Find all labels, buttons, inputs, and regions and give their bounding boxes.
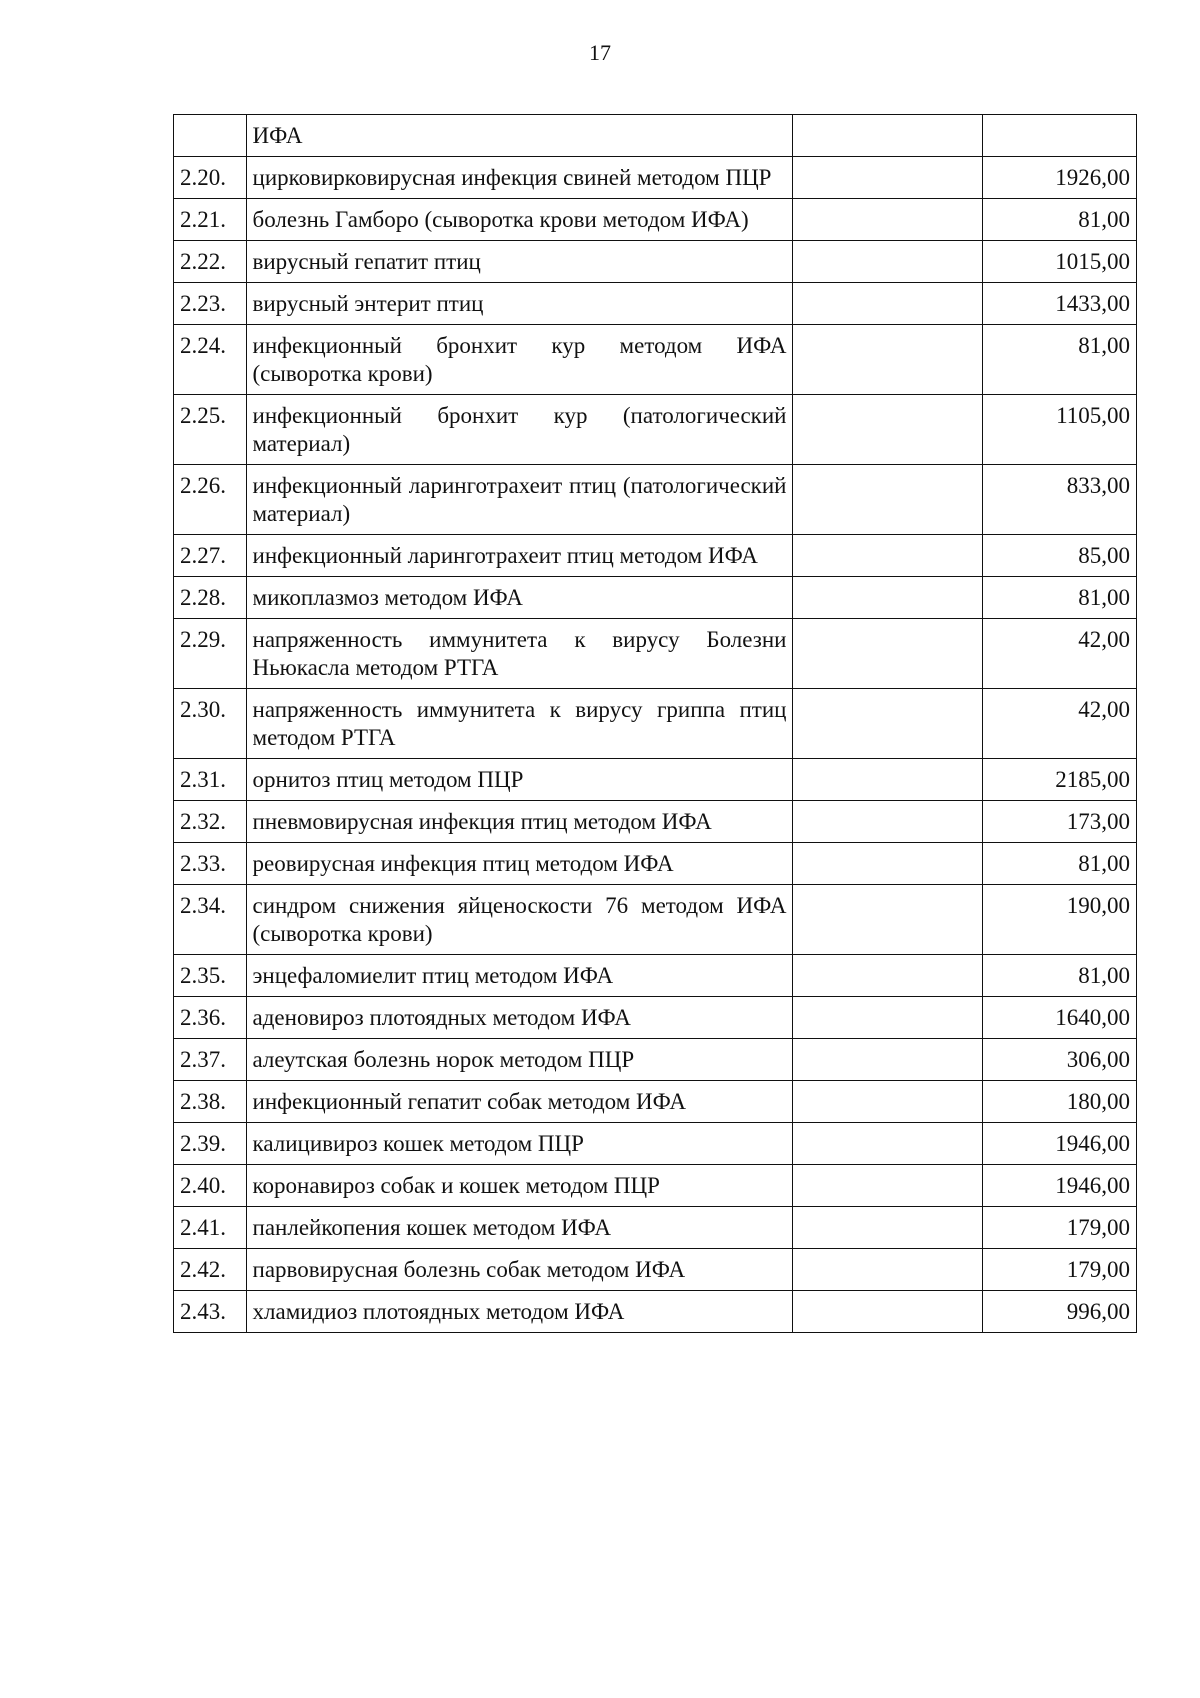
service-name-cell: реовирусная инфекция птиц методом ИФА <box>246 843 793 885</box>
empty-cell <box>793 157 982 199</box>
table-row <box>174 801 1137 843</box>
service-name-cell: цирковирковирусная инфекция свиней методом ПЦР <box>246 157 793 199</box>
table-row <box>174 577 1137 619</box>
price-cell: 42,00 <box>982 619 1136 689</box>
table-row <box>174 1207 1137 1249</box>
table-row <box>174 1291 1137 1333</box>
table-row <box>174 955 1137 997</box>
empty-cell <box>793 1165 982 1207</box>
empty-cell <box>793 395 982 465</box>
row-number-cell: 2.39. <box>174 1123 247 1165</box>
empty-cell <box>793 1207 982 1249</box>
row-number-cell: 2.34. <box>174 885 247 955</box>
table-row <box>174 1165 1137 1207</box>
service-name-cell: вирусный энтерит птиц <box>246 283 793 325</box>
price-table-body <box>174 115 1137 1333</box>
service-name-cell: энцефаломиелит птиц методом ИФА <box>246 955 793 997</box>
empty-cell <box>793 577 982 619</box>
service-name-cell: калицивироз кошек методом ПЦР <box>246 1123 793 1165</box>
row-number-cell: 2.21. <box>174 199 247 241</box>
service-name-cell: инфекционный бронхит кур (патологический материал) <box>246 395 793 465</box>
price-cell: 1015,00 <box>982 241 1136 283</box>
row-number-cell: 2.27. <box>174 535 247 577</box>
table-row <box>174 325 1137 395</box>
service-name-cell: алеутская болезнь норок методом ПЦР <box>246 1039 793 1081</box>
price-cell: 179,00 <box>982 1249 1136 1291</box>
table-row <box>174 689 1137 759</box>
price-cell: 306,00 <box>982 1039 1136 1081</box>
service-name-cell: хламидиоз плотоядных методом ИФА <box>246 1291 793 1333</box>
table-row <box>174 843 1137 885</box>
row-number-cell: 2.36. <box>174 997 247 1039</box>
empty-cell <box>793 759 982 801</box>
row-number-cell: 2.20. <box>174 157 247 199</box>
table-row <box>174 395 1137 465</box>
empty-cell <box>793 619 982 689</box>
row-number-cell: 2.26. <box>174 465 247 535</box>
empty-cell <box>793 1039 982 1081</box>
table-row <box>174 1249 1137 1291</box>
price-table <box>173 114 1137 1333</box>
table-row <box>174 1123 1137 1165</box>
empty-cell <box>793 885 982 955</box>
service-name-cell: напряженность иммунитета к вирусу гриппа птиц методом РТГА <box>246 689 793 759</box>
table-row <box>174 283 1137 325</box>
row-number-cell: 2.28. <box>174 577 247 619</box>
price-cell: 190,00 <box>982 885 1136 955</box>
empty-cell <box>793 465 982 535</box>
table-row <box>174 619 1137 689</box>
table-row <box>174 1039 1137 1081</box>
price-cell: 81,00 <box>982 843 1136 885</box>
empty-cell <box>793 843 982 885</box>
empty-cell <box>793 535 982 577</box>
price-cell: 180,00 <box>982 1081 1136 1123</box>
row-number-cell: 2.42. <box>174 1249 247 1291</box>
service-name-cell: аденовироз плотоядных методом ИФА <box>246 997 793 1039</box>
row-number-cell: 2.41. <box>174 1207 247 1249</box>
price-cell: 42,00 <box>982 689 1136 759</box>
service-name-cell: пневмовирусная инфекция птиц методом ИФА <box>246 801 793 843</box>
service-name-cell: инфекционный бронхит кур методом ИФА (сыворотка крови) <box>246 325 793 395</box>
table-row <box>174 997 1137 1039</box>
table-row <box>174 115 1137 157</box>
price-cell: 81,00 <box>982 577 1136 619</box>
service-name-cell: синдром снижения яйценоскости 76 методом ИФА (сыворотка крови) <box>246 885 793 955</box>
row-number-cell: 2.37. <box>174 1039 247 1081</box>
empty-cell <box>793 997 982 1039</box>
price-cell: 1926,00 <box>982 157 1136 199</box>
row-number-cell: 2.38. <box>174 1081 247 1123</box>
row-number-cell: 2.31. <box>174 759 247 801</box>
service-name-cell: напряженность иммунитета к вирусу Болезни Ньюкасла методом РТГА <box>246 619 793 689</box>
service-name-cell: инфекционный ларинготрахеит птиц методом ИФА <box>246 535 793 577</box>
row-number-cell: 2.40. <box>174 1165 247 1207</box>
price-cell: 1640,00 <box>982 997 1136 1039</box>
row-number-cell: 2.32. <box>174 801 247 843</box>
empty-cell <box>793 801 982 843</box>
row-number-cell: 2.25. <box>174 395 247 465</box>
price-cell <box>982 115 1136 157</box>
empty-cell <box>793 199 982 241</box>
table-row <box>174 465 1137 535</box>
empty-cell <box>793 689 982 759</box>
empty-cell <box>793 1081 982 1123</box>
price-cell: 173,00 <box>982 801 1136 843</box>
service-name-cell: ИФА <box>246 115 793 157</box>
empty-cell <box>793 115 982 157</box>
row-number-cell: 2.22. <box>174 241 247 283</box>
service-name-cell: микоплазмоз методом ИФА <box>246 577 793 619</box>
empty-cell <box>793 283 982 325</box>
price-cell: 81,00 <box>982 199 1136 241</box>
service-name-cell: инфекционный гепатит собак методом ИФА <box>246 1081 793 1123</box>
price-cell: 2185,00 <box>982 759 1136 801</box>
price-cell: 1946,00 <box>982 1165 1136 1207</box>
table-row <box>174 759 1137 801</box>
service-name-cell: орнитоз птиц методом ПЦР <box>246 759 793 801</box>
price-cell: 81,00 <box>982 325 1136 395</box>
page-number: 17 <box>589 40 611 65</box>
row-number-cell <box>174 115 247 157</box>
row-number-cell: 2.33. <box>174 843 247 885</box>
row-number-cell: 2.29. <box>174 619 247 689</box>
table-row <box>174 885 1137 955</box>
row-number-cell: 2.43. <box>174 1291 247 1333</box>
service-name-cell: коронавироз собак и кошек методом ПЦР <box>246 1165 793 1207</box>
table-row <box>174 535 1137 577</box>
table-row <box>174 157 1137 199</box>
empty-cell <box>793 241 982 283</box>
price-cell: 996,00 <box>982 1291 1136 1333</box>
table-row <box>174 1081 1137 1123</box>
empty-cell <box>793 1249 982 1291</box>
price-cell: 179,00 <box>982 1207 1136 1249</box>
service-name-cell: инфекционный ларинготрахеит птиц (патологический материал) <box>246 465 793 535</box>
service-name-cell: болезнь Гамборо (сыворотка крови методом ИФА) <box>246 199 793 241</box>
row-number-cell: 2.24. <box>174 325 247 395</box>
price-cell: 833,00 <box>982 465 1136 535</box>
price-cell: 1946,00 <box>982 1123 1136 1165</box>
price-cell: 1433,00 <box>982 283 1136 325</box>
empty-cell <box>793 1123 982 1165</box>
service-name-cell: панлейкопения кошек методом ИФА <box>246 1207 793 1249</box>
price-cell: 85,00 <box>982 535 1136 577</box>
row-number-cell: 2.30. <box>174 689 247 759</box>
service-name-cell: вирусный гепатит птиц <box>246 241 793 283</box>
price-cell: 1105,00 <box>982 395 1136 465</box>
table-row <box>174 241 1137 283</box>
empty-cell <box>793 325 982 395</box>
empty-cell <box>793 1291 982 1333</box>
row-number-cell: 2.35. <box>174 955 247 997</box>
price-cell: 81,00 <box>982 955 1136 997</box>
row-number-cell: 2.23. <box>174 283 247 325</box>
service-name-cell: парвовирусная болезнь собак методом ИФА <box>246 1249 793 1291</box>
empty-cell <box>793 955 982 997</box>
table-row <box>174 199 1137 241</box>
